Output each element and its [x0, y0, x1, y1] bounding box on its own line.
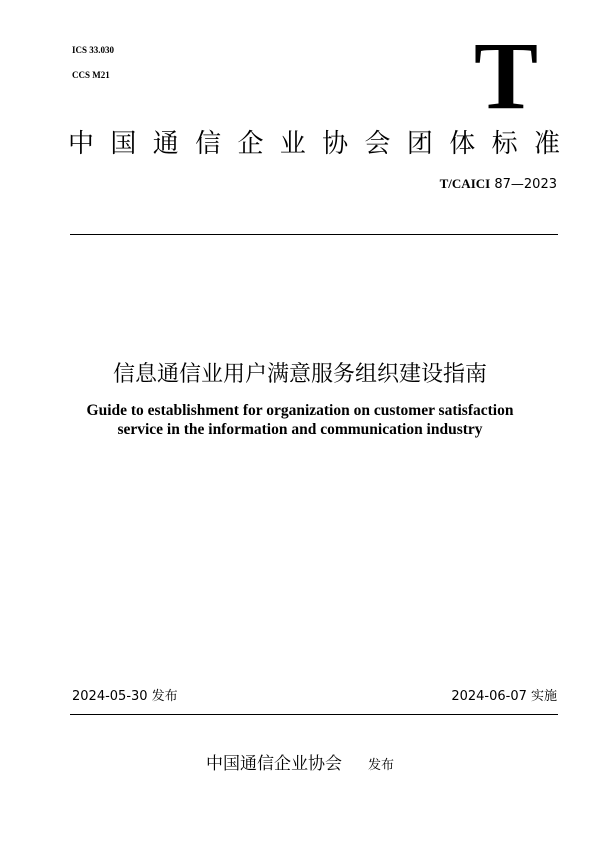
title-char: 业	[279, 129, 306, 159]
title-char: 通	[152, 129, 179, 159]
implement-date: 2024-06-07 实施	[451, 689, 557, 704]
document-title-cn: 信息通信业用户满意服务组织建设指南	[112, 362, 487, 387]
org-standard-title	[68, 128, 560, 160]
bottom-divider	[70, 714, 558, 715]
standard-code-number: 87—2023	[494, 177, 557, 192]
title-char: 企	[237, 129, 264, 159]
publish-date: 2024-05-30 发布	[72, 689, 178, 704]
publisher	[0, 749, 600, 774]
top-divider	[70, 234, 558, 235]
publisher-label: 发布	[367, 758, 394, 773]
title-char: 标	[491, 129, 518, 159]
document-title-en-line2: service in the information and communication industry	[117, 421, 483, 438]
title-char: 准	[533, 129, 560, 159]
publisher-name: 中国通信企业协会	[205, 754, 342, 774]
title-char: 信	[195, 129, 222, 159]
title-char: 团	[406, 129, 433, 159]
title-char: 国	[110, 129, 137, 159]
title-char: 体	[449, 129, 476, 159]
title-char: 协	[322, 129, 349, 159]
title-char: 中	[68, 129, 95, 159]
standard-code	[440, 176, 557, 192]
ics-code: ICS 33.030	[72, 45, 115, 55]
ccs-code: CCS M21	[72, 70, 110, 80]
title-char: 会	[364, 129, 391, 159]
category-letter: T	[474, 22, 539, 129]
document-title-en-line1: Guide to establishment for organization on customer satisfaction	[86, 402, 514, 419]
standard-code-prefix: T/CAICI	[439, 176, 491, 191]
